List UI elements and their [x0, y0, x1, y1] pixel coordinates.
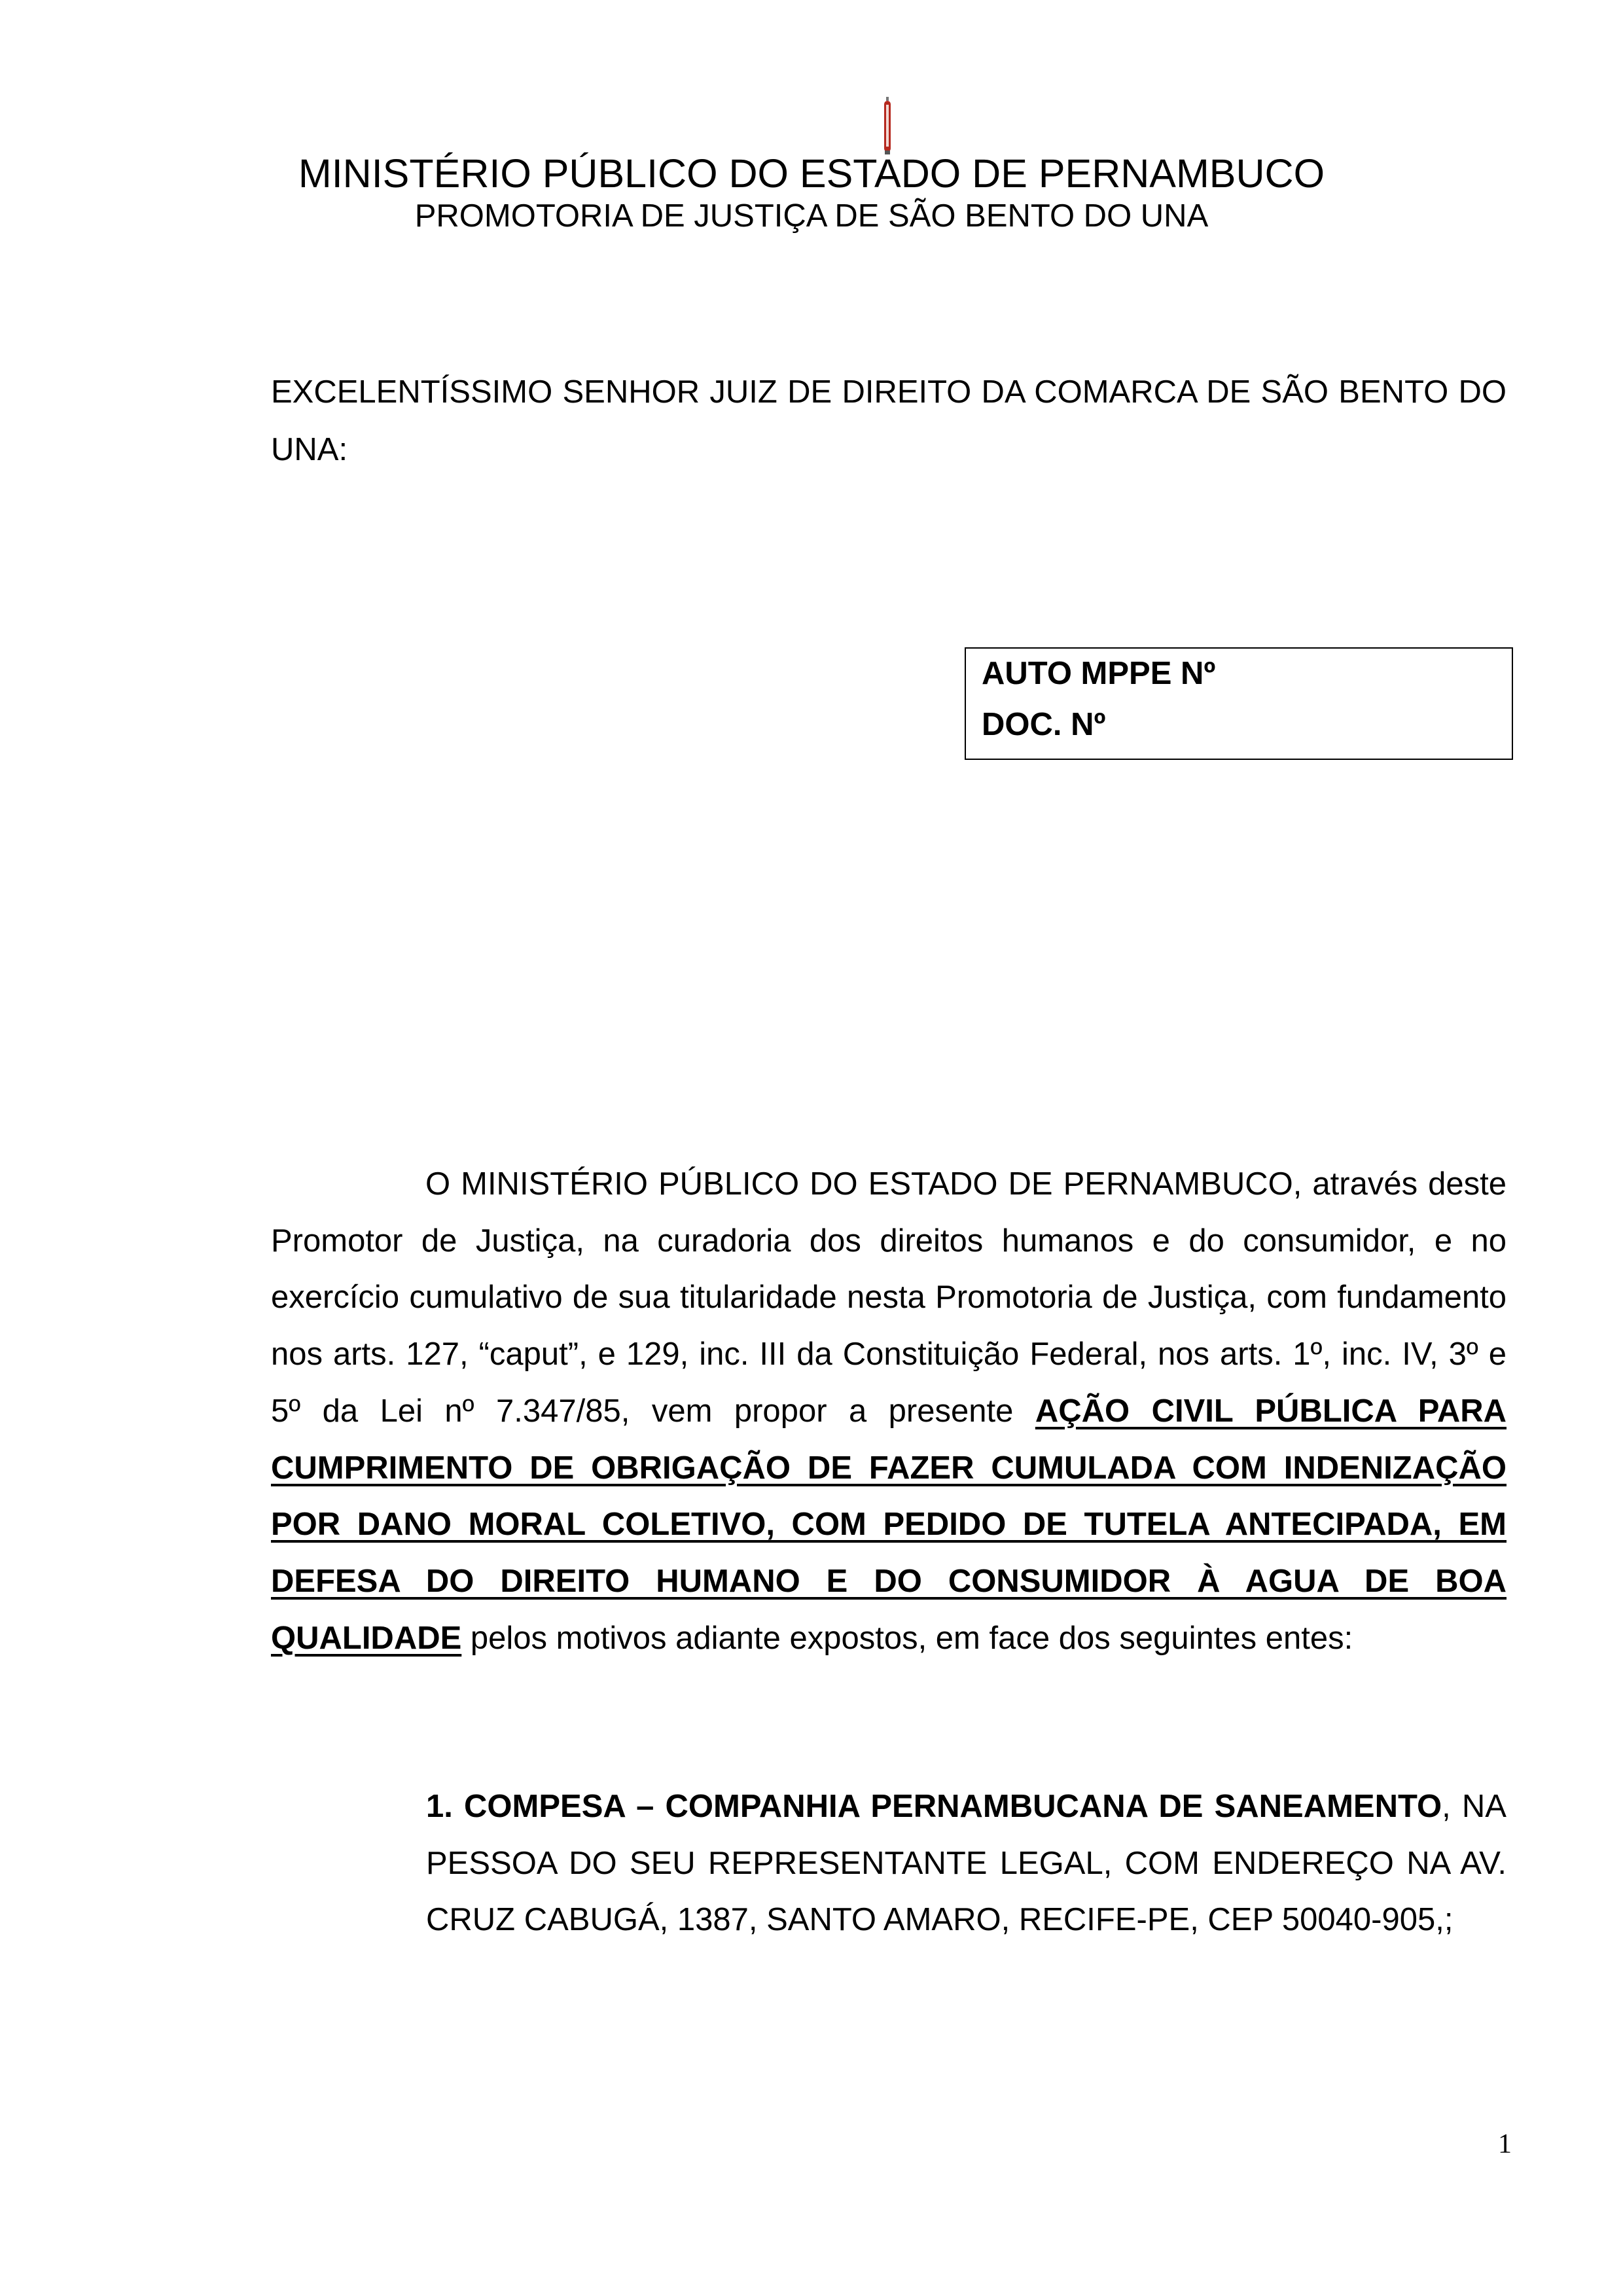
document-reference-box — [965, 647, 1513, 760]
page-number: 1 — [1498, 2129, 1512, 2159]
addressee: EXCELENTÍSSIMO SENHOR JUIZ DE DIREITO DA COMARCA DE SÃO BENTO DO UNA: — [271, 374, 1507, 467]
action-title: AÇÃO CIVIL PÚBLICA PARA CUMPRIMENTO DE OBRIGAÇÃO DE FAZER CUMULADA COM INDENIZAÇÃO POR DANO MORAL COLETIVO, COM PEDIDO DE TUTELA ANTECIPADA, EM DEFESA DO DIREITO HUMANO E DO CONSUMIDOR À AGUA DE BOA QUALIDADE — [271, 1393, 1507, 1656]
body-paragraph — [271, 1156, 1507, 1666]
party-item-1 — [426, 1778, 1507, 1948]
doc-number-label: DOC. Nº — [982, 707, 1106, 742]
party-name: 1. COMPESA – COMPANHIA PERNAMBUCANA DE SANEAMENTO — [426, 1789, 1442, 1824]
auto-mppe-label: AUTO MPPE Nº — [982, 656, 1216, 691]
header-title: MINISTÉRIO PÚBLICO DO ESTADO DE PERNAMBUCO — [298, 151, 1325, 196]
party-details: , NA PESSOA DO SEU REPRESENTANTE LEGAL, COM ENDEREÇO NA AV. CRUZ CABUGÁ, 1387, SANTO AMARO, RECIFE-PE, CEP 50040-905,; — [426, 1789, 1507, 1938]
body-intro-text: O MINISTÉRIO PÚBLICO DO ESTADO DE PERNAMBUCO, através deste Promotor de Justiça, na curadoria dos direitos humanos e do consumidor, e no exercício cumulativo de sua titularidade nesta Promotoria de Justiça, com fundamento nos arts. 127, “caput”, e 129, inc. III da Constituição Federal, nos arts. 1º, inc. IV, 3º e 5º da Lei nº 7.347/85, vem propor a presente — [271, 1166, 1507, 1429]
header-subtitle: PROMOTORIA DE JUSTIÇA DE SÃO BENTO DO UNA — [414, 198, 1209, 234]
body-closing-text: pelos motivos adiante expostos, em face dos seguintes entes: — [461, 1620, 1353, 1656]
institutional-emblem-icon — [882, 97, 893, 154]
